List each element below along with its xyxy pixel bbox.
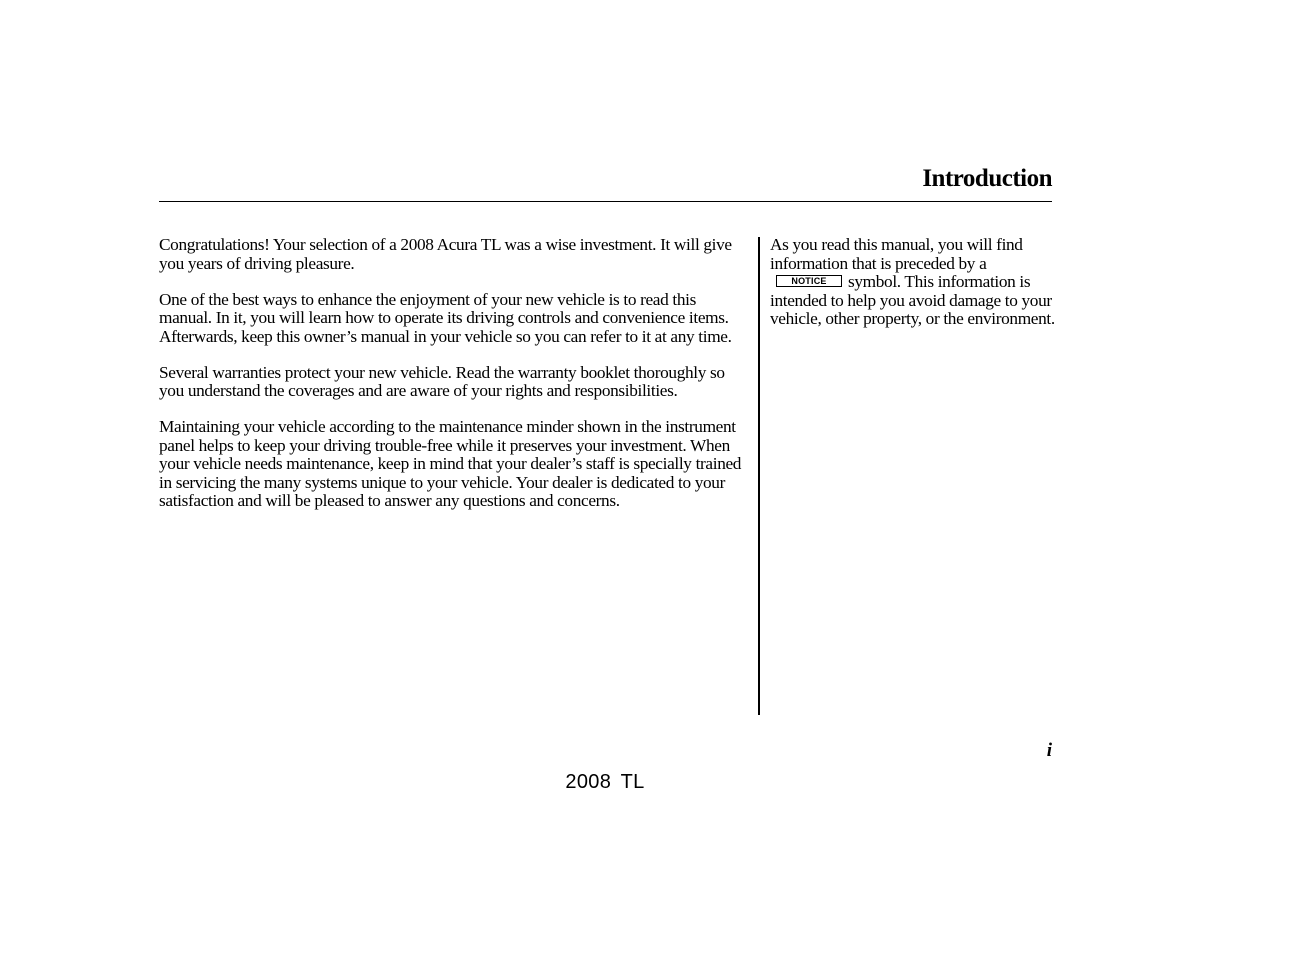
page-title: Introduction [922,165,1052,192]
title-rule-divider [159,201,1052,202]
intro-paragraph-warranties: Several warranties protect your new vehicle. Read the warranty booklet thoroughly so you understand the coverages and are aware of your rights and responsibilities. [159,362,725,400]
notice-symbol-icon: NOTICE [776,275,842,287]
notice-explanation-paragraph [770,236,1055,329]
left-column [159,236,744,528]
intro-paragraph-congratulations: Congratulations! Your selection of a 2008 Acura TL was a wise investment. It will give you years of driving pleasure. [159,235,732,273]
page-number: i [1046,740,1052,761]
notice-text-after: symbol. This information is intended to help you avoid damage to your vehicle, other property, or the environment. [770,272,1055,328]
column-divider [758,237,760,715]
intro-paragraph-read-manual: One of the best ways to enhance the enjoyment of your new vehicle is to read this manual. In it, you will learn how to operate its driving controls and convenience items. Afterwards, keep this owner’s manual in your vehicle so you can refer to it at any time. [159,289,732,346]
intro-paragraph-maintenance: Maintaining your vehicle according to the maintenance minder shown in the instrument panel helps to keep your driving trouble-free while it preserves your investment. When your vehicle needs maintenance, keep in mind that your dealer’s staff is specially trained in servicing the many systems unique to your vehicle. Your dealer is dedicated to your satisfaction and will be pleased to answer any questions and concerns. [159,417,742,510]
right-column [770,236,1055,346]
footer-model-label: 2008 TL [565,771,645,793]
notice-text-before: As you read this manual, you will find information that is preceded by a [770,235,1023,273]
